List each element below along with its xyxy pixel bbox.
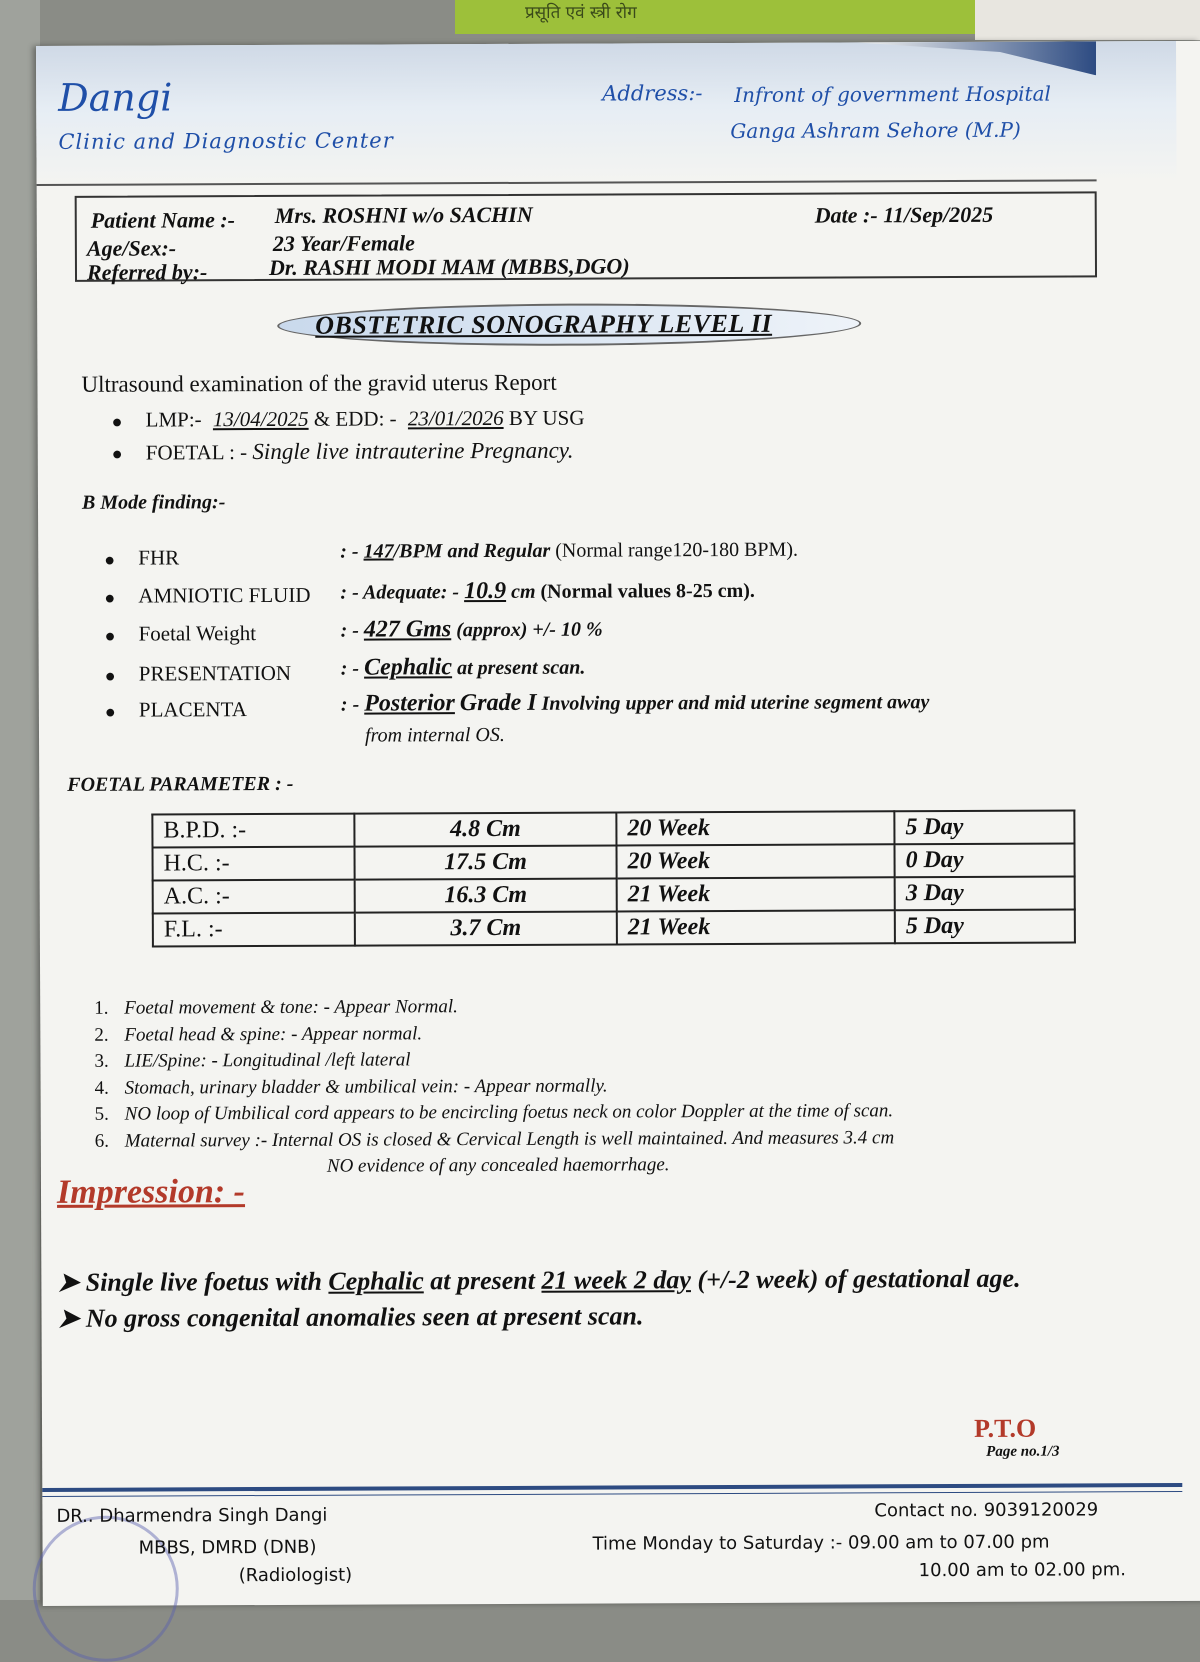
param-value: 4.8 Cm — [354, 812, 616, 846]
weight-approx: (approx) +/- 10 % — [456, 618, 603, 642]
placenta-value-line — [341, 688, 930, 718]
presentation-prefix: : - — [340, 657, 360, 680]
obs-number: 6. — [94, 1130, 110, 1152]
presentation-label: PRESENTATION — [138, 660, 292, 686]
obs-text: NO loop of Umbilical cord appears to be encircling foetus neck on color Doppler at the time of scan. — [124, 1100, 894, 1125]
age-sex-value: 23 Year/Female — [272, 230, 415, 256]
lmp-label: LMP:- — [145, 407, 202, 432]
param-weeks: 21 Week — [617, 877, 895, 911]
doctor-name: DR.. Dharmendra Singh Dangi — [56, 1504, 328, 1527]
background-paper-corner — [975, 0, 1200, 40]
presentation-value-line — [341, 654, 586, 682]
afi-unit: cm — [511, 580, 536, 603]
obs-number: 2. — [94, 1024, 109, 1046]
referred-by-value: Dr. RASHI MODI MAM (MBBS,DGO) — [268, 253, 630, 280]
foetal-parameter-title: FOETAL PARAMETER : - — [67, 772, 294, 796]
fhr-prefix: : - — [340, 540, 359, 563]
presentation-note: at present scan. — [456, 656, 586, 680]
table-row — [152, 843, 1074, 880]
bullet-icon: ● — [111, 411, 123, 432]
table-row — [153, 909, 1075, 946]
intro-text: Ultrasound examination of the gravid uterus Report — [81, 369, 557, 397]
doctor-qualification: MBBS, DMRD (DNB) — [138, 1536, 317, 1559]
patient-info-box — [75, 191, 1097, 285]
patient-name-label: Patient Name :- — [90, 207, 236, 233]
foetal-value: Single live intrauterine Pregnancy. — [252, 437, 574, 465]
list-item — [95, 1125, 894, 1155]
param-name: B.P.D. :- — [152, 814, 354, 848]
report-title: OBSTETRIC SONOGRAPHY LEVEL II — [315, 308, 773, 340]
param-name: H.C. :- — [152, 847, 354, 881]
param-name: A.C. :- — [153, 880, 355, 914]
amniotic-fluid-label: AMNIOTIC FLUID — [138, 582, 311, 608]
arrow-icon: ➤ — [57, 1267, 86, 1297]
obs-number: 3. — [94, 1050, 109, 1072]
impression-ga: 21 week 2 day — [541, 1265, 691, 1295]
param-days: 3 Day — [895, 876, 1075, 910]
foetal-label: FOETAL : - — [145, 440, 248, 465]
afi-prefix: : - Adequate: - — [340, 581, 460, 604]
edd-suffix: BY USG — [508, 405, 585, 430]
placenta-value: Posterior — [364, 690, 455, 717]
report-page — [36, 41, 1200, 1606]
impression-text: No gross congenital anomalies seen at present scan. — [85, 1301, 644, 1333]
page-number: Page no.1/3 — [986, 1443, 1060, 1460]
impression-title: Impression: - — [56, 1173, 246, 1211]
bmode-title: B Mode finding:- — [81, 491, 226, 514]
param-value: 3.7 Cm — [355, 911, 617, 945]
background-hindi-text: प्रसूति एवं स्त्री रोग — [525, 3, 637, 23]
impression-line-2 — [57, 1301, 643, 1334]
impression-text: Single live foetus with — [85, 1266, 322, 1297]
report-date: Date :- 11/Sep/2025 — [814, 201, 994, 228]
param-days: 0 Day — [894, 843, 1074, 877]
doctor-role: (Radiologist) — [238, 1564, 353, 1587]
param-days: 5 Day — [894, 810, 1074, 844]
fhr-value: 147 — [363, 540, 394, 563]
param-weeks: 21 Week — [617, 910, 895, 944]
clinic-timing: Time Monday to Saturday :- 09.00 am to 07.00 pm — [592, 1531, 1050, 1555]
obs-number: 1. — [94, 997, 109, 1019]
presentation-value: Cephalic — [363, 654, 453, 681]
referred-by-label: Referred by:- — [86, 259, 208, 285]
obs-text: NO evidence of any concealed haemorrhage. — [326, 1154, 670, 1177]
placenta-grade: Grade I — [459, 689, 537, 717]
footer-divider — [42, 1483, 1182, 1492]
obs-number: 5. — [94, 1103, 109, 1125]
obs-text: Stomach, urinary bladder & umbilical vein: - Appear normally. — [124, 1075, 608, 1099]
clinic-logo-name: Dangi — [58, 75, 173, 120]
impression-line-1 — [57, 1264, 1020, 1298]
address-label: Address:- — [602, 81, 703, 106]
arrow-icon: ➤ — [57, 1303, 86, 1333]
foetal-parameter-table — [151, 809, 1076, 947]
obs-text: Foetal head & spine: - Appear normal. — [124, 1022, 423, 1046]
placenta-prefix: : - — [340, 693, 360, 716]
bullet-icon: ● — [104, 587, 116, 608]
address-line-2: Ganga Ashram Sehore (M.P) — [730, 117, 1021, 143]
weight-prefix: : - — [340, 619, 359, 642]
afi-value: 10.9 — [463, 577, 507, 605]
param-value: 16.3 Cm — [355, 878, 617, 912]
param-days: 5 Day — [895, 909, 1075, 943]
foetal-line — [146, 438, 574, 466]
bullet-icon: ● — [104, 701, 116, 722]
obs-text: LIE/Spine: - Longitudinal /left lateral — [124, 1049, 411, 1072]
address-line-1: Infront of government Hospital — [734, 81, 1051, 107]
obs-number: 4. — [94, 1077, 109, 1099]
bullet-icon: ● — [104, 665, 116, 686]
table-row — [153, 876, 1075, 913]
param-weeks: 20 Week — [616, 844, 894, 878]
placenta-note: Involving upper and mid uterine segment away — [541, 691, 930, 715]
list-item — [94, 1019, 893, 1049]
header-band — [36, 41, 1177, 186]
lmp-edd-line — [146, 406, 585, 433]
param-weeks: 20 Week — [616, 811, 894, 845]
list-item — [95, 1098, 894, 1128]
background-left-strip — [0, 0, 40, 1600]
patient-name-value: Mrs. ROSHNI w/o SACHIN — [274, 201, 533, 228]
foetal-weight-label: Foetal Weight — [138, 621, 257, 646]
weight-value: 427 Gms — [363, 616, 452, 643]
obs-text: Maternal survey :- Internal OS is closed & Cervical Length is well maintained. And measures 3.4 cm — [124, 1126, 895, 1152]
lmp-value: 13/04/2025 — [212, 406, 309, 432]
param-name: F.L. :- — [153, 913, 355, 947]
sunday-timing: 10.00 am to 02.00 pm. — [918, 1559, 1126, 1582]
bullet-icon: ● — [111, 443, 123, 464]
impression-text: (+/-2 week) of gestational age. — [697, 1263, 1021, 1295]
edd-label: & EDD: - — [313, 406, 397, 431]
placenta-note-line2: from internal OS. — [364, 723, 505, 747]
pto-label: P.T.O — [973, 1413, 1037, 1443]
fhr-unit: /BPM and Regular — [393, 539, 551, 563]
impression-presentation: Cephalic — [328, 1266, 424, 1296]
footer-divider-thin — [42, 1491, 1182, 1497]
bullet-icon: ● — [104, 625, 116, 646]
obs-text: Foetal movement & tone: - Appear Normal. — [124, 996, 458, 1019]
fhr-note: (Normal range120-180 BPM). — [555, 538, 799, 562]
fhr-label: FHR — [138, 545, 180, 570]
placenta-label: PLACENTA — [138, 697, 247, 722]
table-row — [152, 810, 1074, 847]
observation-list — [94, 992, 894, 1181]
clinic-subtitle: Clinic and Diagnostic Center — [58, 128, 394, 154]
list-item — [94, 1072, 893, 1102]
bullet-icon: ● — [104, 549, 116, 570]
param-value: 17.5 Cm — [354, 845, 616, 879]
contact-number: Contact no. 9039120029 — [874, 1499, 1099, 1522]
afi-note: (Normal values 8-25 cm). — [540, 579, 755, 603]
list-item — [94, 1045, 893, 1075]
edd-value: 23/01/2026 — [407, 405, 504, 431]
age-sex-label: Age/Sex:- — [86, 235, 177, 261]
amniotic-fluid-value-line — [340, 577, 755, 606]
fhr-value-line — [340, 539, 798, 564]
list-item — [94, 992, 893, 1022]
foetal-weight-value-line — [340, 616, 602, 644]
impression-text: at present — [430, 1265, 536, 1296]
